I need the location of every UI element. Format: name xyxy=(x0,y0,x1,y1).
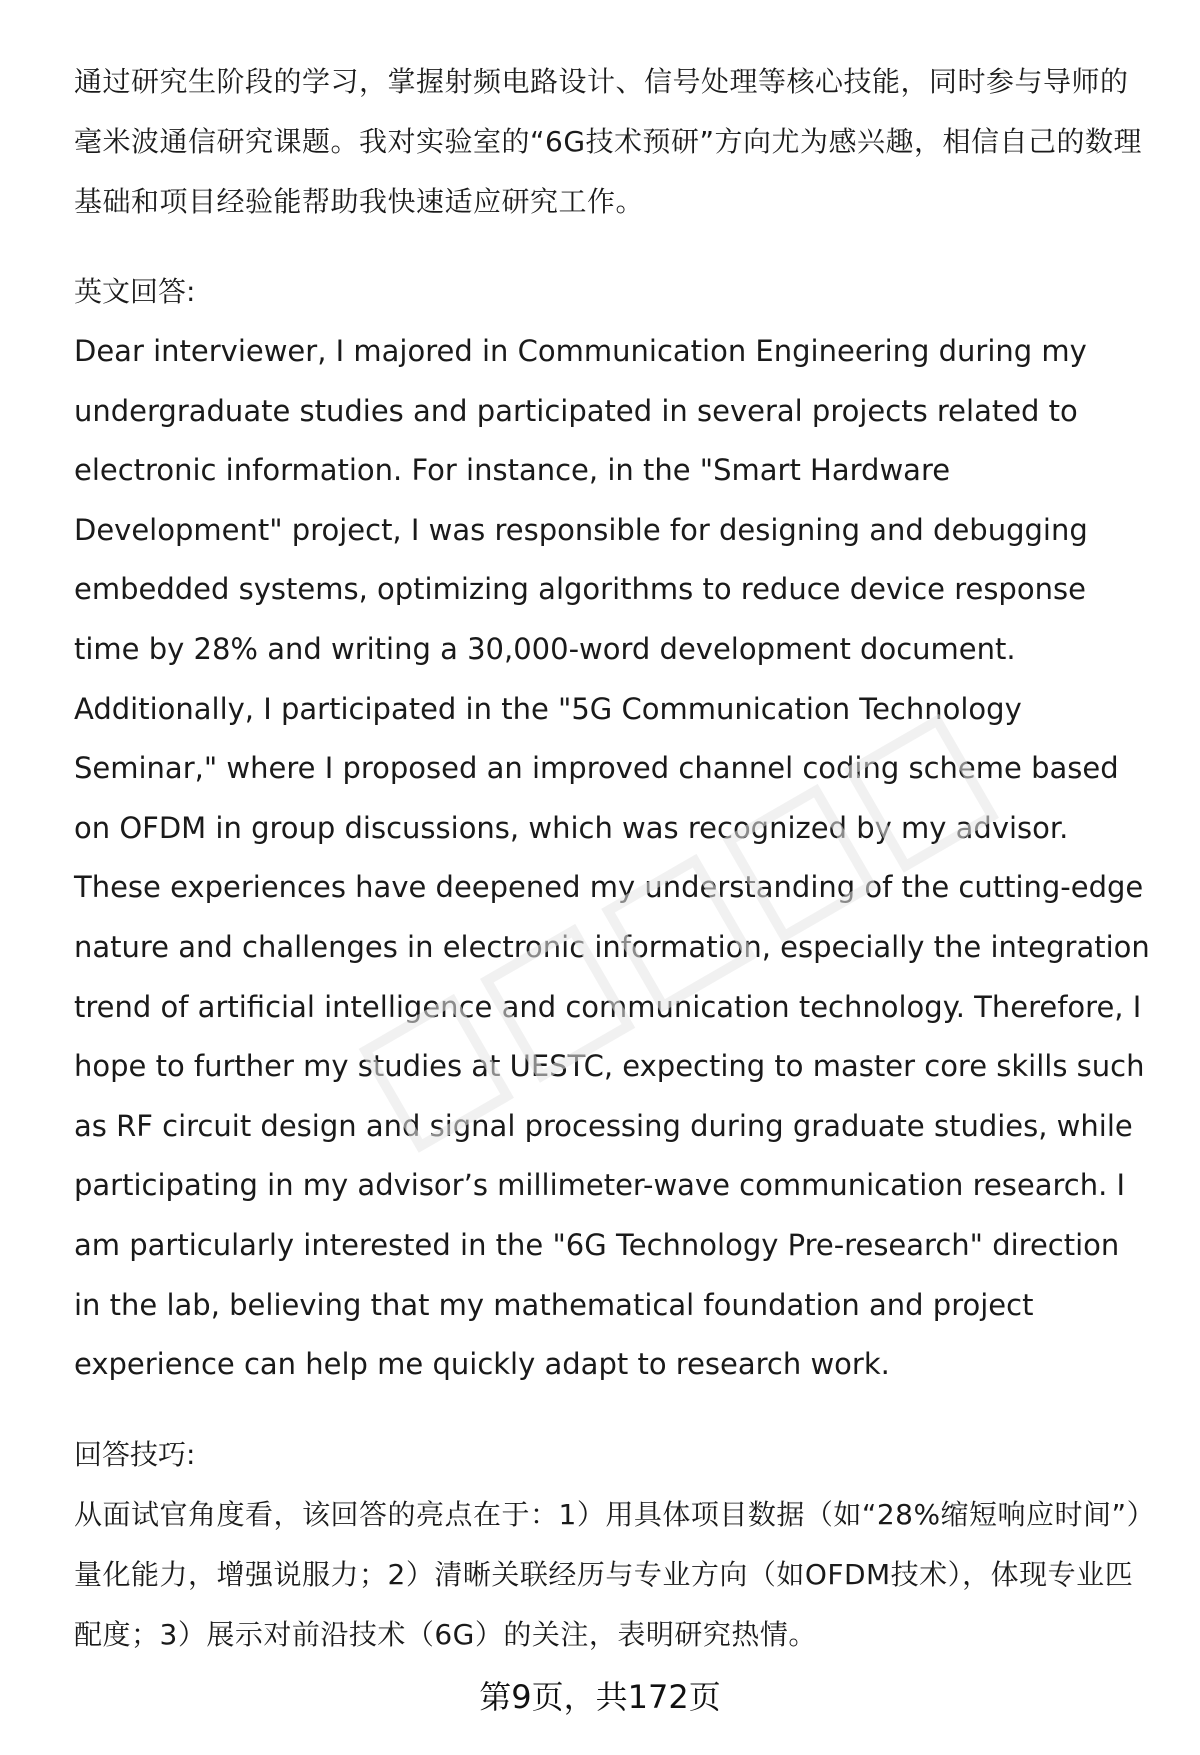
document-body xyxy=(74,52,1154,1665)
tips-label: 回答技巧: xyxy=(74,1437,196,1471)
tips-paragraph: 从面试官角度看，该回答的亮点在于：1）用具体项目数据（如“28%缩短响应时间”）量化能力，增强说服力；2）清晰关联经历与专业方向（如OFDM技术），体现专业匹配度；3）展示对前沿技术（6G）的关注，表明研究热情。 xyxy=(74,1497,1142,1651)
english-answer-paragraph: Dear interviewer, I majored in Communication Engineering during my undergraduate studies and participated in several projects related to electronic information. For instance, in the "Smart Hardware Development" project, I was responsible for designing and debugging embedded systems, optimizing algorithms to reduce device response time by 28% and writing a 30,000-word development document. Additionally, I participated in the "5G Communication Technology Seminar," where I proposed an improved channel coding scheme based on OFDM in group discussions, which was recognized by my advisor. These experiences have deepened my understanding of the cutting-edge nature and challenges in electronic information, especially the integration trend of artificial intelligence and communication technology. Therefore, I hope to further my studies at UESTC, expecting to master core skills such as RF circuit design and signal processing during graduate studies, while participating in my advisor’s millimeter-wave communication research. I am particularly interested in the "6G Technology Pre-research" direction in the lab, believing that my mathematical foundation and project experience can help me quickly adapt to research work. xyxy=(74,334,1150,1382)
english-answer-label: 英文回答: xyxy=(74,275,196,308)
page-number-footer: 第9页，共172页 xyxy=(479,1678,721,1716)
intro-paragraph: 通过研究生阶段的学习，掌握射频电路设计、信号处理等核心技能，同时参与导师的毫米波通信研究课题。我对实验室的“6G技术预研”方向尤为感兴趣，相信自己的数理基础和项目经验能帮助我快速适应研究工作。 xyxy=(74,65,1143,218)
